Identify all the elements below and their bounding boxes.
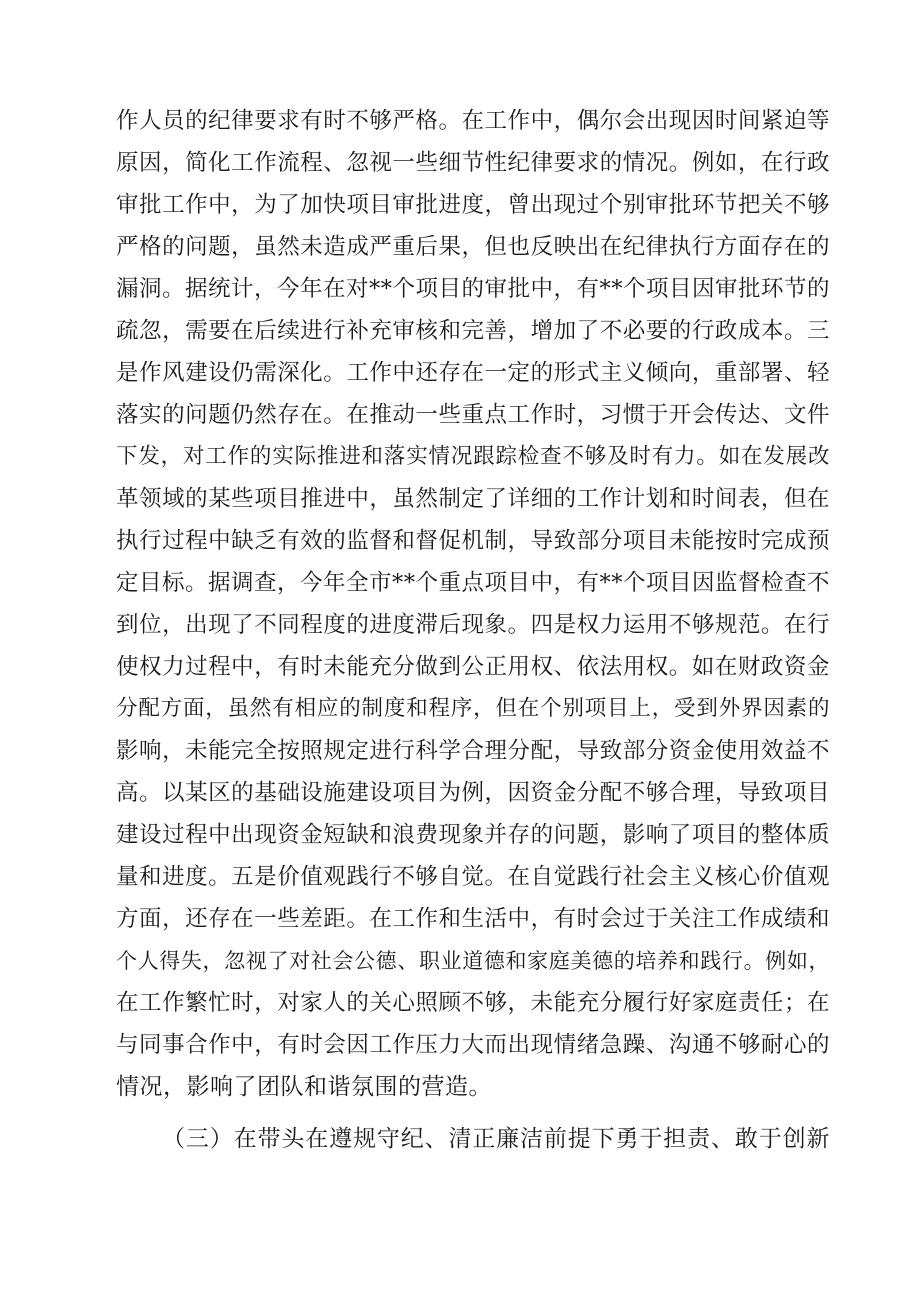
body-text-line: 影响，未能完全按照规定进行科学合理分配，导致部分资金使用效益不 (116, 738, 830, 764)
body-text-line: 作人员的纪律要求有时不够严格。在工作中，偶尔会出现因时间紧迫等 (116, 108, 830, 134)
body-text-line: 是作风建设仍需深化。工作中还存在一定的形式主义倾向，重部署、轻 (116, 360, 830, 386)
body-text-line: 分配方面，虽然有相应的制度和程序，但在个别项目上，受到外界因素的 (116, 696, 830, 721)
body-text-line: 使权力过程中，有时未能充分做到公正用权、依法用权。如在财政资金 (116, 654, 830, 680)
body-text-line: 执行过程中缺乏有效的监督和督促机制，导致部分项目未能按时完成预 (116, 528, 830, 554)
body-text-line: 严格的问题，虽然未造成严重后果，但也反映出在纪律执行方面存在的 (116, 234, 830, 260)
body-text-line: 个人得失，忽视了对社会公德、职业道德和家庭美德的培养和践行。例如， (116, 949, 830, 973)
body-text-line: 到位，出现了不同程度的进度滞后现象。四是权力运用不够规范。在行 (116, 612, 830, 638)
body-text-line: 革领域的某些项目推进中，虽然制定了详细的工作计划和时间表，但在 (116, 486, 830, 512)
body-text-line: 在工作繁忙时，对家人的关心照顾不够，未能充分履行好家庭责任；在 (116, 990, 830, 1016)
body-text-line: 情况，影响了团队和谐氛围的营造。 (116, 1074, 492, 1100)
section-heading: （三）在带头在遵规守纪、清正廉洁前提下勇于担责、敢于创新 (162, 1126, 830, 1152)
body-text-line: 定目标。据调查，今年全市**个重点项目中，有**个项目因监督检查不 (116, 570, 831, 596)
body-text-line: 与同事合作中，有时会因工作压力大而出现情绪急躁、沟通不够耐心的 (116, 1032, 830, 1058)
body-text-line: 落实的问题仍然存在。在推动一些重点工作时，习惯于开会传达、文件 (116, 402, 830, 428)
body-text-line: 下发，对工作的实际推进和落实情况跟踪检查不够及时有力。如在发展改 (116, 444, 830, 469)
body-text-line: 建设过程中出现资金短缺和浪费现象并存的问题，影响了项目的整体质 (116, 822, 830, 848)
body-text-line: 高。以某区的基础设施建设项目为例，因资金分配不够合理，导致项目 (116, 780, 830, 806)
body-text-line: 量和进度。五是价值观践行不够自觉。在自觉践行社会主义核心价值观 (116, 864, 830, 890)
body-text-line: 审批工作中，为了加快项目审批进度，曾出现过个别审批环节把关不够 (116, 192, 830, 218)
body-text-line: 原因，简化工作流程、忽视一些细节性纪律要求的情况。例如，在行政 (116, 150, 830, 176)
body-text-line: 方面，还存在一些差距。在工作和生活中，有时会过于关注工作成绩和 (116, 906, 830, 932)
body-text-line: 疏忽，需要在后续进行补充审核和完善，增加了不必要的行政成本。三 (116, 318, 830, 344)
body-text-line: 漏洞。据统计，今年在对**个项目的审批中，有**个项目因审批环节的 (116, 276, 831, 302)
